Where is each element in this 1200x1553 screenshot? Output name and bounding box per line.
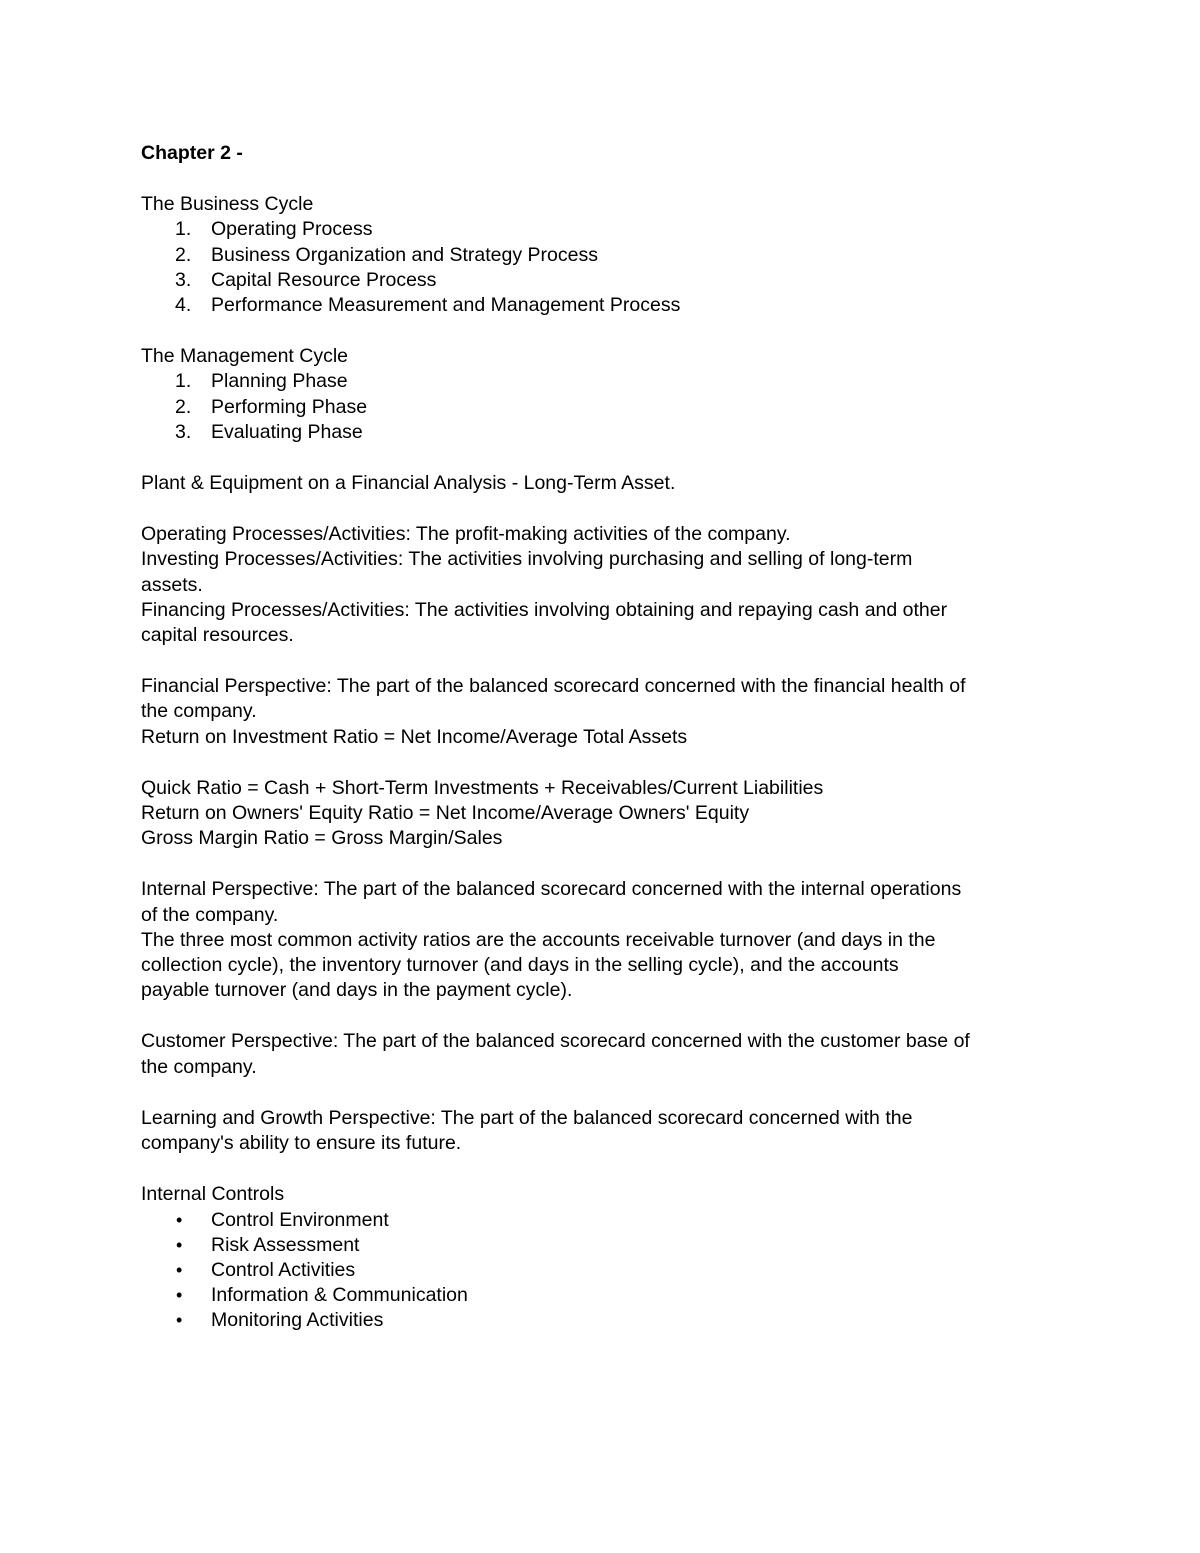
list-item (141, 1283, 1071, 1308)
list-item-text: Performing Phase (211, 395, 368, 418)
spacer (141, 318, 1071, 344)
list-number: 2. (175, 243, 192, 266)
list-item-text: Control Environment (211, 1208, 389, 1231)
spacer (141, 1080, 1071, 1106)
quick-ratio-line: Quick Ratio = Cash + Short-Term Investments + Receivables/Current Liabilities (141, 776, 824, 799)
activity-ratios-line: payable turnover (and days in the payment cycle). (141, 979, 573, 1002)
list-item-text: Operating Process (211, 218, 373, 241)
list-item-text: Control Activities (211, 1258, 356, 1281)
bullet-icon: • (176, 1234, 183, 1255)
business-cycle-list (141, 217, 1071, 318)
operating-activities-line: Operating Processes/Activities: The profit-making activities of the company. (141, 523, 791, 546)
internal-controls-list (141, 1208, 1071, 1334)
spacer (141, 851, 1071, 877)
list-item (141, 1258, 1071, 1283)
learning-growth-line: company's ability to ensure its future. (141, 1132, 462, 1155)
list-item (141, 420, 1071, 445)
list-item-text: Planning Phase (211, 370, 348, 393)
list-item-text: Business Organization and Strategy Process (211, 243, 598, 266)
bullet-icon: • (176, 1285, 183, 1306)
list-number: 4. (175, 294, 192, 317)
customer-perspective-line: the company. (141, 1055, 257, 1078)
spacer (141, 648, 1071, 674)
bullet-icon: • (176, 1259, 183, 1280)
spacer (141, 166, 1071, 192)
plant-equipment-line: Plant & Equipment on a Financial Analysis - Long-Term Asset. (141, 472, 676, 495)
learning-growth-line: Learning and Growth Perspective: The part of the balanced scorecard concerned with the (141, 1106, 913, 1129)
activity-ratios-line: The three most common activity ratios are the accounts receivable turnover (and days in the (141, 928, 936, 951)
list-item (141, 395, 1071, 420)
spacer (141, 750, 1071, 776)
roi-ratio-line: Return on Investment Ratio = Net Income/Average Total Assets (141, 725, 688, 748)
list-item-text: Capital Resource Process (211, 268, 437, 291)
financial-perspective-line: Financial Perspective: The part of the balanced scorecard concerned with the financial health of (141, 675, 966, 698)
investing-activities-line: assets. (141, 573, 203, 596)
internal-perspective-line: Internal Perspective: The part of the balanced scorecard concerned with the internal operations (141, 878, 962, 901)
list-item-text: Risk Assessment (211, 1233, 360, 1256)
internal-perspective-line: of the company. (141, 903, 279, 926)
business-cycle-heading: The Business Cycle (141, 193, 314, 216)
spacer (141, 496, 1071, 522)
list-item (141, 293, 1071, 318)
bullet-icon: • (176, 1310, 183, 1331)
investing-activities-line: Investing Processes/Activities: The activities involving purchasing and selling of long-term (141, 548, 913, 571)
list-item (141, 1208, 1071, 1233)
activity-ratios-line: collection cycle), the inventory turnover (and days in the selling cycle), and the accounts (141, 954, 899, 977)
list-number: 3. (175, 420, 192, 443)
list-number: 3. (175, 268, 192, 291)
financial-perspective-line: the company. (141, 700, 257, 723)
gross-margin-ratio-line: Gross Margin Ratio = Gross Margin/Sales (141, 827, 503, 850)
spacer (141, 1003, 1071, 1029)
list-item (141, 268, 1071, 293)
list-item (141, 217, 1071, 242)
list-item (141, 1233, 1071, 1258)
document-page (141, 141, 1071, 1334)
list-item-text: Evaluating Phase (211, 420, 363, 443)
list-item (141, 369, 1071, 394)
internal-controls-heading: Internal Controls (141, 1183, 285, 1206)
list-number: 1. (175, 218, 192, 241)
roe-ratio-line: Return on Owners' Equity Ratio = Net Income/Average Owners' Equity (141, 802, 750, 825)
chapter-title: Chapter 2 - (141, 142, 243, 164)
list-item-text: Monitoring Activities (211, 1309, 384, 1332)
list-number: 2. (175, 395, 192, 418)
list-item (141, 243, 1071, 268)
spacer (141, 445, 1071, 471)
management-cycle-list (141, 369, 1071, 445)
bullet-icon: • (176, 1209, 183, 1230)
financing-activities-line: capital resources. (141, 624, 294, 647)
list-item-text: Performance Measurement and Management Process (211, 294, 681, 317)
list-number: 1. (175, 370, 192, 393)
customer-perspective-line: Customer Perspective: The part of the balanced scorecard concerned with the customer base of (141, 1030, 970, 1053)
spacer (141, 1156, 1071, 1182)
financing-activities-line: Financing Processes/Activities: The activities involving obtaining and repaying cash and other (141, 598, 948, 621)
management-cycle-heading: The Management Cycle (141, 345, 349, 368)
list-item-text: Information & Communication (211, 1284, 468, 1307)
list-item (141, 1308, 1071, 1333)
